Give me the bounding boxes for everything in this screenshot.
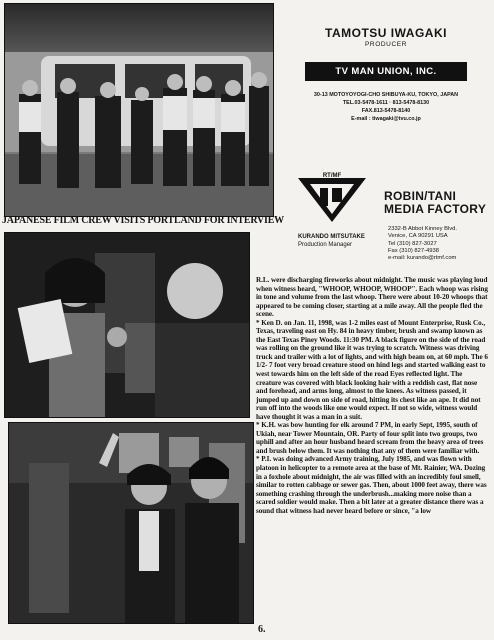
article-paragraph: * Ken D. on Jan. 11, 1998, was 1-2 miles east of Mount Enterprise, Rusk Co., Texas, traveling east on Hy. 84 in heavy timber, brush and swamp known as the East Texas Piney Woods. 11:30 PM. A black figure on the side of the road was rolling on the ground like it was trying to scratch. Witness was driving truck and trailer with a lot of lights, and with high beam on, at 60 mph. The 6 1/2- 7 foot very broad creature stood on hind legs and started walking east to west towards him on the left side of the road Eyes reflected light. The creature was covered with black looking hair with a reddish cast, flat nose and forehead, and arms long, almost to the knees. As witness passed, it jumped up and down on side of road, hitting its chest like an ape. It did not run off into the woods like one would expect. If not so wide, witness would have thought it was a man in a suit. <box>256 318 488 421</box>
photo-caption: JAPANESE FILM CREW VISITS PORTLAND FOR INTERVIEW <box>2 215 284 226</box>
page-number: 6. <box>258 624 266 635</box>
robin-tani-logo <box>296 168 368 224</box>
contact-title: Production Manager <box>298 241 353 248</box>
contact-name: KURANDO MITSUTAKE <box>298 234 365 240</box>
media-factory-address <box>388 226 457 262</box>
contact-info <box>298 234 365 249</box>
producer-title: PRODUCER <box>365 41 407 48</box>
phone-line: TEL.03-5478-1611 · 813-5478-8130 <box>342 100 430 106</box>
svg-text:RT/MF: RT/MF <box>322 173 342 179</box>
street-line: 2332-B Abbot Kinney Blvd. <box>388 226 457 232</box>
interview-photo <box>4 232 250 418</box>
company-line-2: MEDIA FACTORY <box>384 202 487 216</box>
fax-line: FAX.813-5478-8140 <box>361 108 411 114</box>
business-card-tv-man-union <box>282 4 490 154</box>
company-address <box>282 91 490 123</box>
media-factory-name <box>384 190 486 216</box>
article-body <box>256 276 488 515</box>
company-name: TV MAN UNION, INC. <box>305 62 467 81</box>
article-paragraph: * K.H. was bow hunting for elk around 7 PM, in early Sept, 1995, south of Ukiah, near Tower Mountain, OR. Party of four split into two groups, two uphill and after an hour husband heard scream from the heavy area of trees and brush below them. It was nothing that any of them were familiar with. <box>256 421 484 455</box>
company-line-1: ROBIN/TANI <box>384 189 457 203</box>
crew-members-photo <box>8 422 254 624</box>
business-card-robin-tani <box>282 160 492 270</box>
email-line: e-mail: kurando@rtmf.com <box>388 255 457 262</box>
city-line: Venice, CA 90291 USA <box>388 233 448 240</box>
film-crew-photo <box>4 3 274 217</box>
address-line: 30-13 MOTOYOYOGI-CHO SHIBUYA-KU, TOKYO, JAPAN <box>313 92 459 98</box>
producer-name: TAMOTSU IWAGAKI <box>325 26 447 40</box>
tel-line: Tel (310) 827-3027 <box>388 240 437 247</box>
article-paragraph: R.L. were discharging fireworks about midnight. The music was playing loud when witness heard, "WHOOP, WHOOP, WHOOP". Each whoop was rising in tone and volume from the last whoop. There were about 10-20 whoops that appeared to be coming closer, starting at a mile away. All the people fled the scene. <box>256 276 488 319</box>
fax-line: Fax (310) 827-4938 <box>388 247 439 254</box>
article-paragraph: * P.I. was doing advanced Army training, July 1985, and was flown with platoon in helicopter to a remote area at the base of Mt. Rainier, WA. Dozing in a foxhole about midnight, the air was filled with an incredibly foul smell, similar to rotten cabbage or sewer gas. Then, about 1000 feet away, there was something crashing through the underbrush...making more noise than a scared soldier would make. Then a bit later at a greater distance there was a sound that witness had never heard before or since, "a low <box>256 455 487 515</box>
email-line: E-mail : tiwagaki@tvu.co.jp <box>351 116 421 122</box>
